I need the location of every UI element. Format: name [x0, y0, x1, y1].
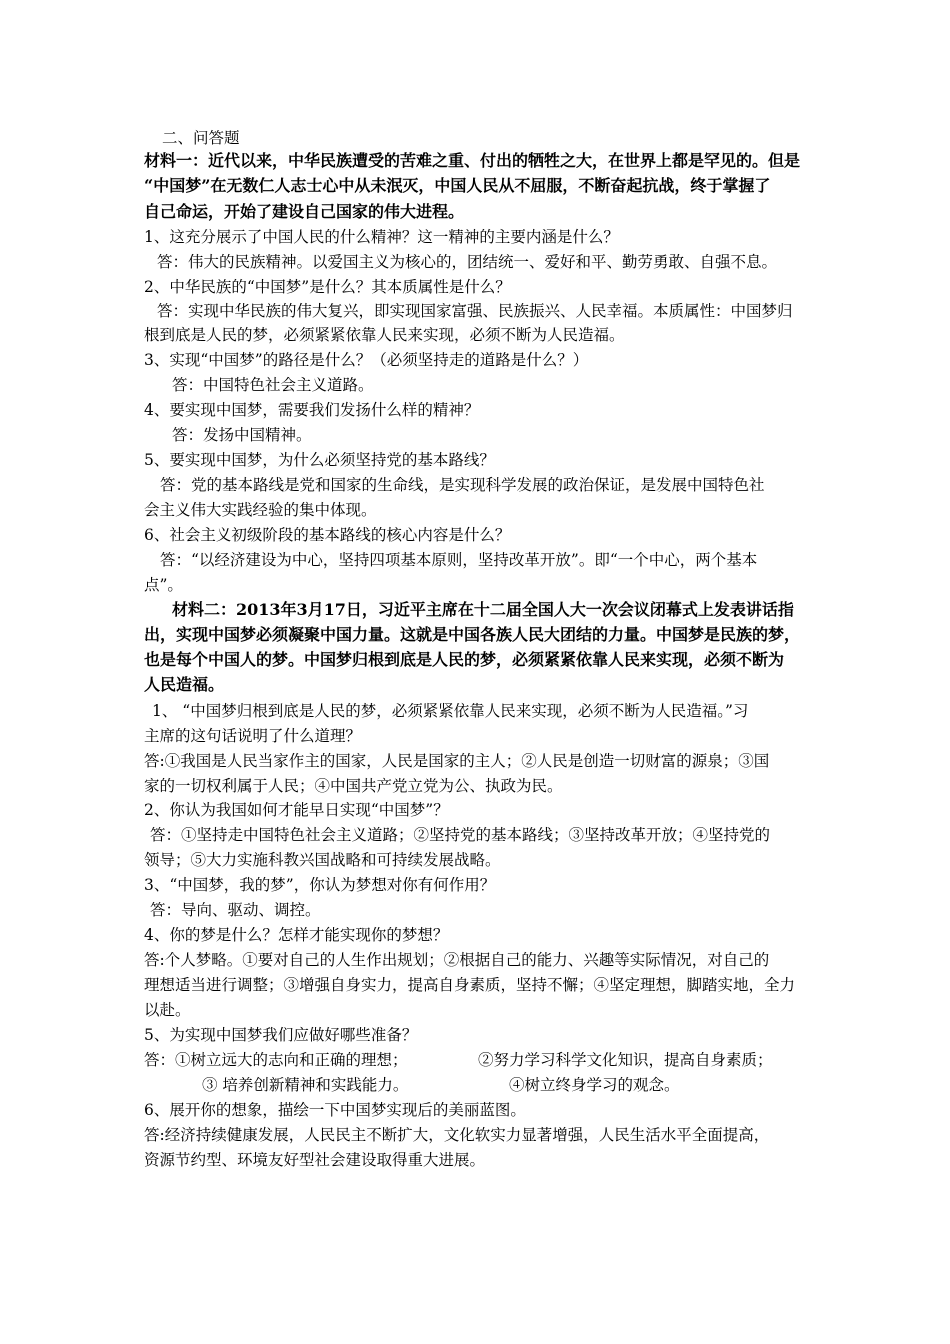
- answer-5-cont: 会主义伟大实践经验的集中体现。: [144, 501, 377, 519]
- question-6: 6、社会主义初级阶段的基本路线的核心内容是什么？: [144, 526, 511, 544]
- answer-3: 答：中国特色社会主义道路。: [172, 376, 374, 394]
- answer-2-4-cont: 理想适当进行调整；③增强自身实力，提高自身素质，坚持不懈；④坚定理想，脚踏实地，全力: [144, 976, 796, 994]
- answer-2-4-cont: 以赴。: [144, 1001, 191, 1019]
- question-4: 4、要实现中国梦，需要我们发扬什么样的精神？: [144, 401, 480, 419]
- answer-6-cont: 点”。: [144, 576, 183, 594]
- answer-2-5-d: ④树立终身学习的观念。: [509, 1076, 680, 1094]
- question-2-4: 4、你的梦是什么？怎样才能实现你的梦想？: [144, 926, 449, 944]
- material1-line: 材料一：近代以来，中华民族遭受的苦难之重、付出的牺牲之大，在世界上都是罕见的。但是: [144, 151, 801, 170]
- question-5: 5、要实现中国梦，为什么必须坚持党的基本路线？: [144, 451, 495, 469]
- material2-line: 也是每个中国人的梦。中国梦归根到底是人民的梦，必须紧紧依靠人民来实现，必须不断为: [144, 650, 785, 669]
- material2-line: 材料二：2013年3月17日，习近平主席在十二届全国人大一次会议闭幕式上发表讲话指: [172, 600, 794, 619]
- answer-2: 答：实现中华民族的伟大复兴，即实现国家富强、民族振兴、人民幸福。本质属性：中国梦归: [157, 302, 793, 320]
- answer-2-6-cont: 资源节约型、环境友好型社会建设取得重大进展。: [144, 1151, 486, 1169]
- answer-2-1: 答:①我国是人民当家作主的国家，人民是国家的主人；②人民是创造一切财富的源泉；③国: [144, 752, 770, 770]
- material2-line: 出，实现中国梦必须凝聚中国力量。这就是中国各族人民大团结的力量。中国梦是民族的梦，: [144, 625, 801, 644]
- answer-5: 答：党的基本路线是党和国家的生命线，是实现科学发展的政治保证，是发展中国特色社: [160, 476, 765, 494]
- question-2-5: 5、为实现中国梦我们应做好哪些准备？: [144, 1026, 418, 1044]
- answer-2-4: 答:个人梦略。①要对自己的人生作出规划；②根据自己的能力、兴趣等实际情况，对自己的: [144, 951, 770, 969]
- question-3: 3、实现“中国梦”的路径是什么？（必须坚持走的道路是什么？）: [144, 351, 589, 369]
- answer-2-2: 答：①坚持走中国特色社会主义道路；②坚持党的基本路线；③坚持改革开放；④坚持党的: [150, 826, 771, 844]
- question-1: 1、这充分展示了中国人民的什么精神？这一精神的主要内涵是什么？: [144, 228, 619, 246]
- question-2-3: 3、“中国梦，我的梦”，你认为梦想对你有何作用？: [144, 876, 496, 894]
- answer-1: 答：伟大的民族精神。以爱国主义为核心的，团结统一、爱好和平、勤劳勇敢、自强不息。: [157, 253, 778, 271]
- section-title: 二、问答题: [162, 129, 240, 147]
- material1-line: 自己命运，开始了建设自己国家的伟大进程。: [144, 202, 465, 221]
- material1-line: “中国梦”在无数仁人志士心中从未泯灭，中国人民从不屈服，不断奋起抗战，终于掌握了: [144, 176, 771, 195]
- question-2-1: 1、 “中国梦归根到底是人民的梦，必须紧紧依靠人民来实现，必须不断为人民造福。”习: [152, 702, 749, 720]
- answer-4: 答：发扬中国精神。: [172, 426, 312, 444]
- question-2: 2、中华民族的“中国梦”是什么？其本质属性是什么？: [144, 278, 511, 296]
- answer-2-cont: 根到底是人民的梦，必须紧紧依靠人民来实现，必须不断为人民造福。: [144, 326, 625, 344]
- answer-2-5-a: 答：①树立远大的志向和正确的理想；: [144, 1051, 408, 1069]
- question-2-2: 2、你认为我国如何才能早日实现“中国梦”？: [144, 801, 449, 819]
- material2-line: 人民造福。: [144, 675, 225, 694]
- answer-2-5-c: ③ 培养创新精神和实践能力。: [202, 1076, 409, 1094]
- answer-6: 答：“以经济建设为中心，坚持四项基本原则，坚持改革开放”。即“一个中心，两个基本: [160, 551, 758, 569]
- question-2-6: 6、展开你的想象，描绘一下中国梦实现后的美丽蓝图。: [144, 1101, 526, 1119]
- answer-2-1-cont: 家的一切权利属于人民；④中国共产党立党为公、执政为民。: [144, 777, 563, 795]
- answer-2-3: 答：导向、驱动、调控。: [150, 901, 321, 919]
- question-2-1-cont: 主席的这句话说明了什么道理？: [144, 727, 362, 745]
- answer-2-6: 答:经济持续健康发展，人民民主不断扩大，文化软实力显著增强，人民生活水平全面提高，: [144, 1126, 770, 1144]
- answer-2-5-b: ②努力学习科学文化知识，提高自身素质；: [478, 1051, 773, 1069]
- answer-2-2-cont: 领导；⑤大力实施科教兴国战略和可持续发展战略。: [144, 851, 501, 869]
